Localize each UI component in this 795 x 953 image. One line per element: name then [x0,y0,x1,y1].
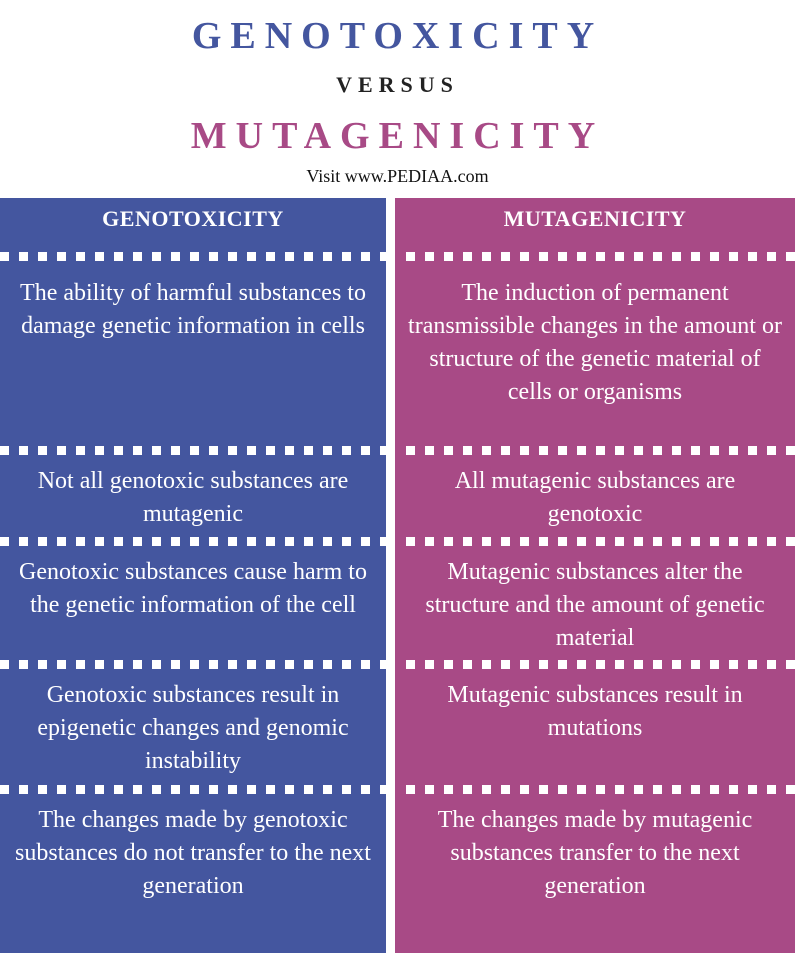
title-versus: VERSUS [336,72,459,97]
row-divider [0,537,386,546]
row-divider [406,660,795,669]
row-divider [406,252,795,261]
mutagenicity-result: Mutagenic substances result in mutations [447,682,743,741]
mutagenicity-heredity: The changes made by mutagenic substances transfer to the next generation [437,807,753,899]
row-divider [406,537,795,546]
genotoxicity-relation: Not all genotoxic substances are mutagenic [37,468,349,527]
row-divider [406,785,795,794]
row-divider [0,252,386,261]
title-mutagenicity: MUTAGENICITY [190,115,605,157]
mutagenicity-relation: All mutagenic substances are genotoxic [454,468,736,527]
genotoxicity-result: Genotoxic substances result in epigenetic changes and genomic instability [37,682,349,774]
genotoxicity-heredity: The changes made by genotoxic substances do not transfer to the next generation [15,807,371,899]
source-credit: Visit www.PEDIAA.com [306,166,489,186]
genotoxicity-effect: Genotoxic substances cause harm to the genetic information of the cell [19,559,367,618]
row-divider [0,660,386,669]
mutagenicity-effect: Mutagenic substances alter the structure and the amount of genetic material [425,559,765,651]
genotoxicity-header: GENOTOXICITY [102,206,284,231]
row-divider [0,785,386,794]
genotoxicity-definition: The ability of harmful substances to damage genetic information in cells [20,280,366,339]
row-divider [0,446,386,455]
title-genotoxicity: GENOTOXICITY [191,15,604,57]
mutagenicity-definition: The induction of permanent transmissible changes in the amount or structure of the genetic material of cells or organisms [408,280,782,405]
row-divider [406,446,795,455]
mutagenicity-header: MUTAGENICITY [503,206,687,231]
